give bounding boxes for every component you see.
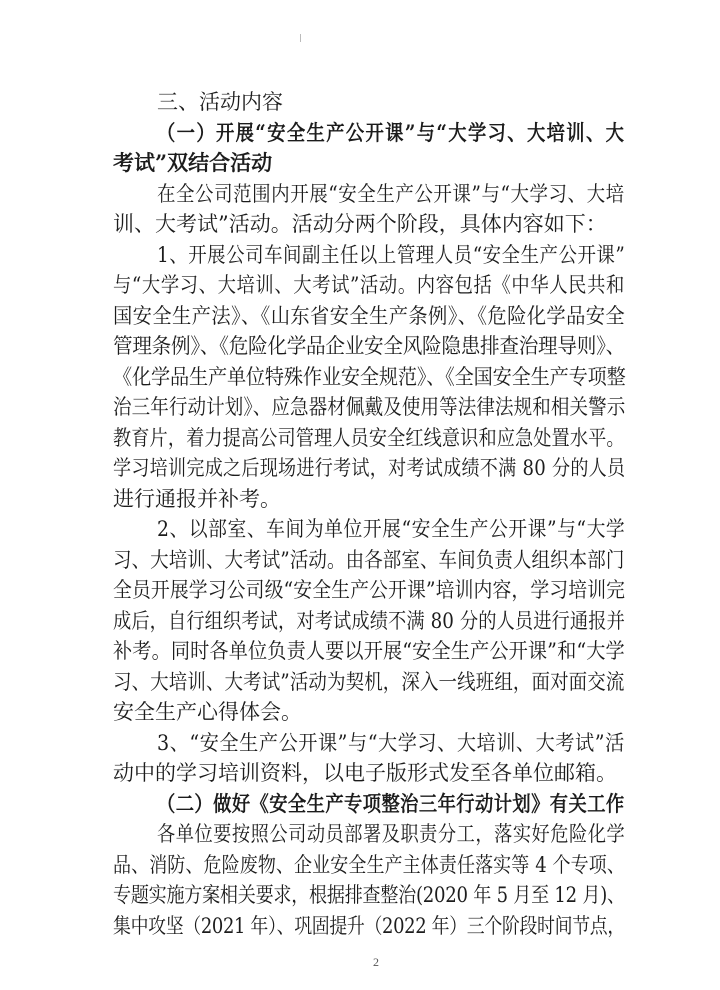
item-3-line: 动中的学习培训资料，以电子版形式发至各单位邮箱。 xyxy=(113,761,617,785)
intro-line-1: 在全公司范围内开展“安全生产公开课”与“大学习、大培 xyxy=(157,182,625,206)
item-2-line: 2、以部室、车间为单位开展“安全生产公开课”与“大学 xyxy=(157,517,626,541)
subsection-2-title: （二）做好《安全生产专项整治三年行动计划》有关工作 xyxy=(157,791,625,816)
subsection-2-line: 集中攻坚（2021 年）、巩固提升（2022 年）三个阶段时间节点， xyxy=(113,914,625,938)
scan-mark xyxy=(300,34,301,42)
subsection-1-title-line-1: （一）开展“安全生产公开课”与“大学习、大培训、大 xyxy=(157,120,626,145)
item-1-line: 国安全生产法》、《山东省安全生产条例》、《危险化学品安全 xyxy=(113,304,626,328)
item-2-line: 安全生产心得体会。 xyxy=(113,700,302,724)
item-1-line: 学习培训完成之后现场进行考试，对考试成绩不满 80 分的人员 xyxy=(113,456,626,480)
item-2-line: 习、大培训、大考试”活动。由各部室、车间负责人组织本部门 xyxy=(113,548,625,572)
subsection-2-line: 品、消防、危险废物、企业安全生产主体责任落实等 4 个专项、 xyxy=(113,853,625,877)
page-number: 2 xyxy=(373,955,379,969)
item-1-line: 1、开展公司车间副主任以上管理人员“安全生产公开课” xyxy=(157,243,626,267)
item-3-line: 3、“安全生产公开课”与“大学习、大培训、大考试”活 xyxy=(157,731,625,755)
item-2-line: 补考。同时各单位负责人要以开展“安全生产公开课”和“大学 xyxy=(113,639,625,663)
item-2-line: 习、大培训、大考试”活动为契机，深入一线班组，面对面交流 xyxy=(113,670,625,694)
item-1-line: 与“大学习、大培训、大考试”活动。内容包括《中华人民共和 xyxy=(113,273,625,297)
section-heading: 三、活动内容 xyxy=(157,90,283,114)
subsection-2-line: 专题实施方案相关要求，根据排查整治(2020 年 5 月至 12 月)、 xyxy=(113,883,625,907)
item-1-line: 《化学品生产单位特殊作业安全规范》、《全国安全生产专项整 xyxy=(113,365,626,389)
item-2-line: 全员开展学习公司级“安全生产公开课”培训内容，学习培训完 xyxy=(113,578,626,602)
intro-line-2: 训、大考试”活动。活动分两个阶段，具体内容如下： xyxy=(113,212,607,236)
item-1-line: 管理条例》、《危险化学品企业安全风险隐患排查治理导则》、 xyxy=(113,334,625,358)
subsection-2-line: 各单位要按照公司动员部署及职责分工，落实好危险化学 xyxy=(157,822,626,846)
item-1-line: 进行通报并补考。 xyxy=(113,487,281,511)
subsection-1-title-line-2: 考试”双结合活动 xyxy=(113,150,273,175)
item-2-line: 成后，自行组织考试，对考试成绩不满 80 分的人员进行通报并 xyxy=(113,609,625,633)
item-1-line: 教育片，着力提高公司管理人员安全红线意识和应急处置水平。 xyxy=(113,426,625,450)
item-1-line: 治三年行动计划》、应急器材佩戴及使用等法律法规和相关警示 xyxy=(113,395,626,419)
